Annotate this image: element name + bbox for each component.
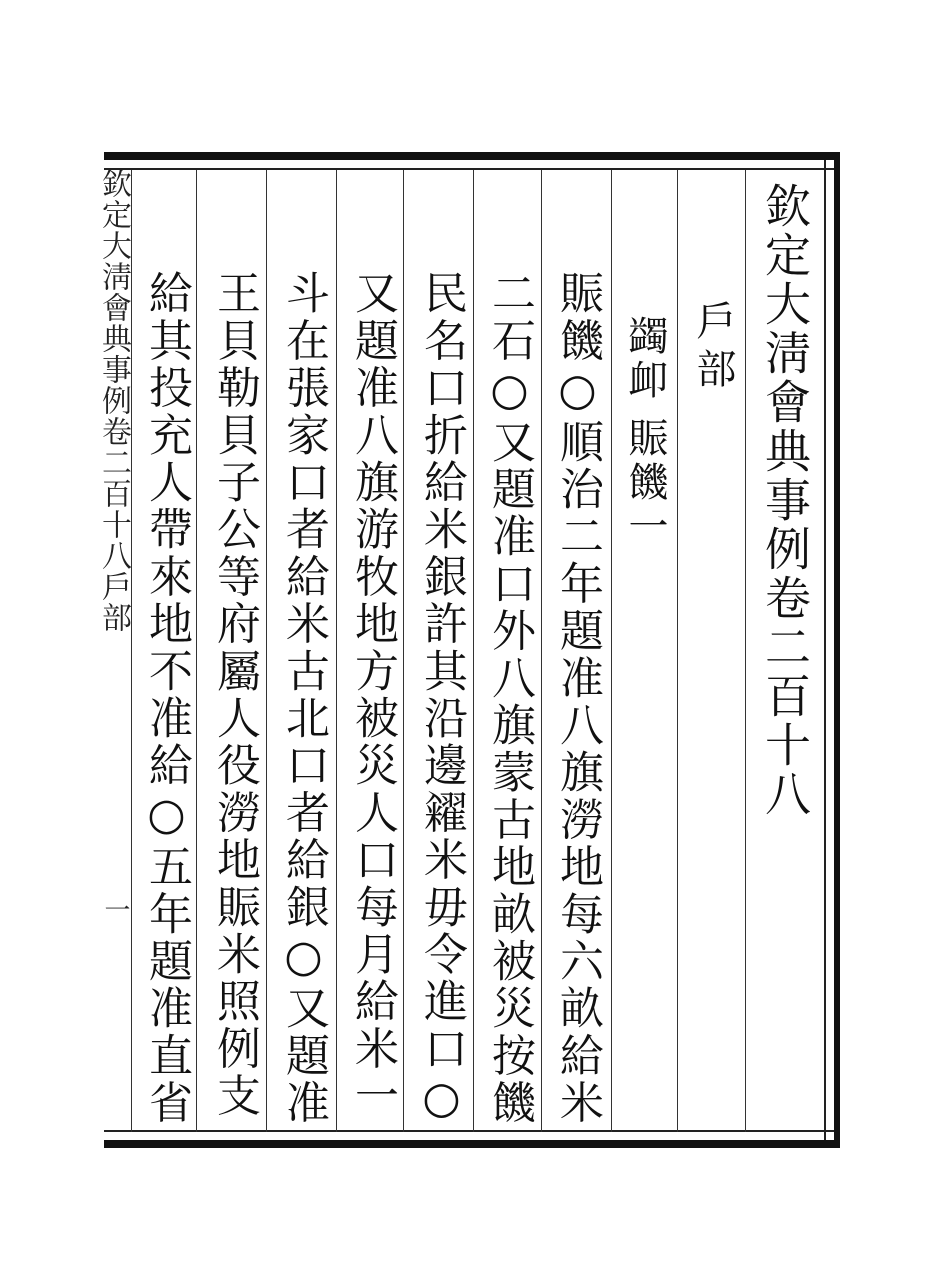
frame-inner-top-rule (104, 168, 834, 170)
column-rule (745, 170, 746, 1132)
text-column-7: 給其投充人帶來地不准給○五年題准直省 (141, 270, 192, 1127)
department-heading: 戶部 (690, 300, 736, 396)
column-rule (266, 170, 267, 1132)
text-column-4: 又題准八旗游牧地方被災人口每月給米一 (347, 270, 398, 1120)
section-heading-group (622, 315, 668, 549)
margin-page-mark: 一 (100, 896, 130, 923)
subsection-heading: 賑饑一 (622, 417, 668, 549)
page-title: 欽定大淸會典事例卷二百十八 (758, 182, 812, 819)
frame-inner-bottom-rule (104, 1130, 834, 1132)
text-column-2: 二石○又題准口外八旗蒙古地畝被災按饑 (484, 270, 535, 1127)
column-rule (403, 170, 404, 1132)
column-rule (611, 170, 612, 1132)
margin-label: 欽定大淸會典事例卷二百十八戶部 (96, 168, 131, 633)
column-rule (131, 170, 132, 1132)
text-column-5: 斗在張家口者給米古北口者給銀○又題准 (278, 270, 329, 1127)
text-column-3: 民名口折給米銀許其沿邊糴米毋令進口○ (416, 270, 467, 1127)
column-rule (473, 170, 474, 1132)
section-heading: 蠲卹 (622, 315, 668, 403)
column-rule (541, 170, 542, 1132)
frame-inner-right-rule (824, 160, 826, 1140)
column-rule (196, 170, 197, 1132)
text-column-6: 王貝勒貝子公等府屬人役澇地賑米照例支 (209, 270, 260, 1120)
column-rule (336, 170, 337, 1132)
text-column-1: 賑饑○順治二年題准八旗澇地每六畝給米 (552, 270, 603, 1127)
column-rule (677, 170, 678, 1132)
